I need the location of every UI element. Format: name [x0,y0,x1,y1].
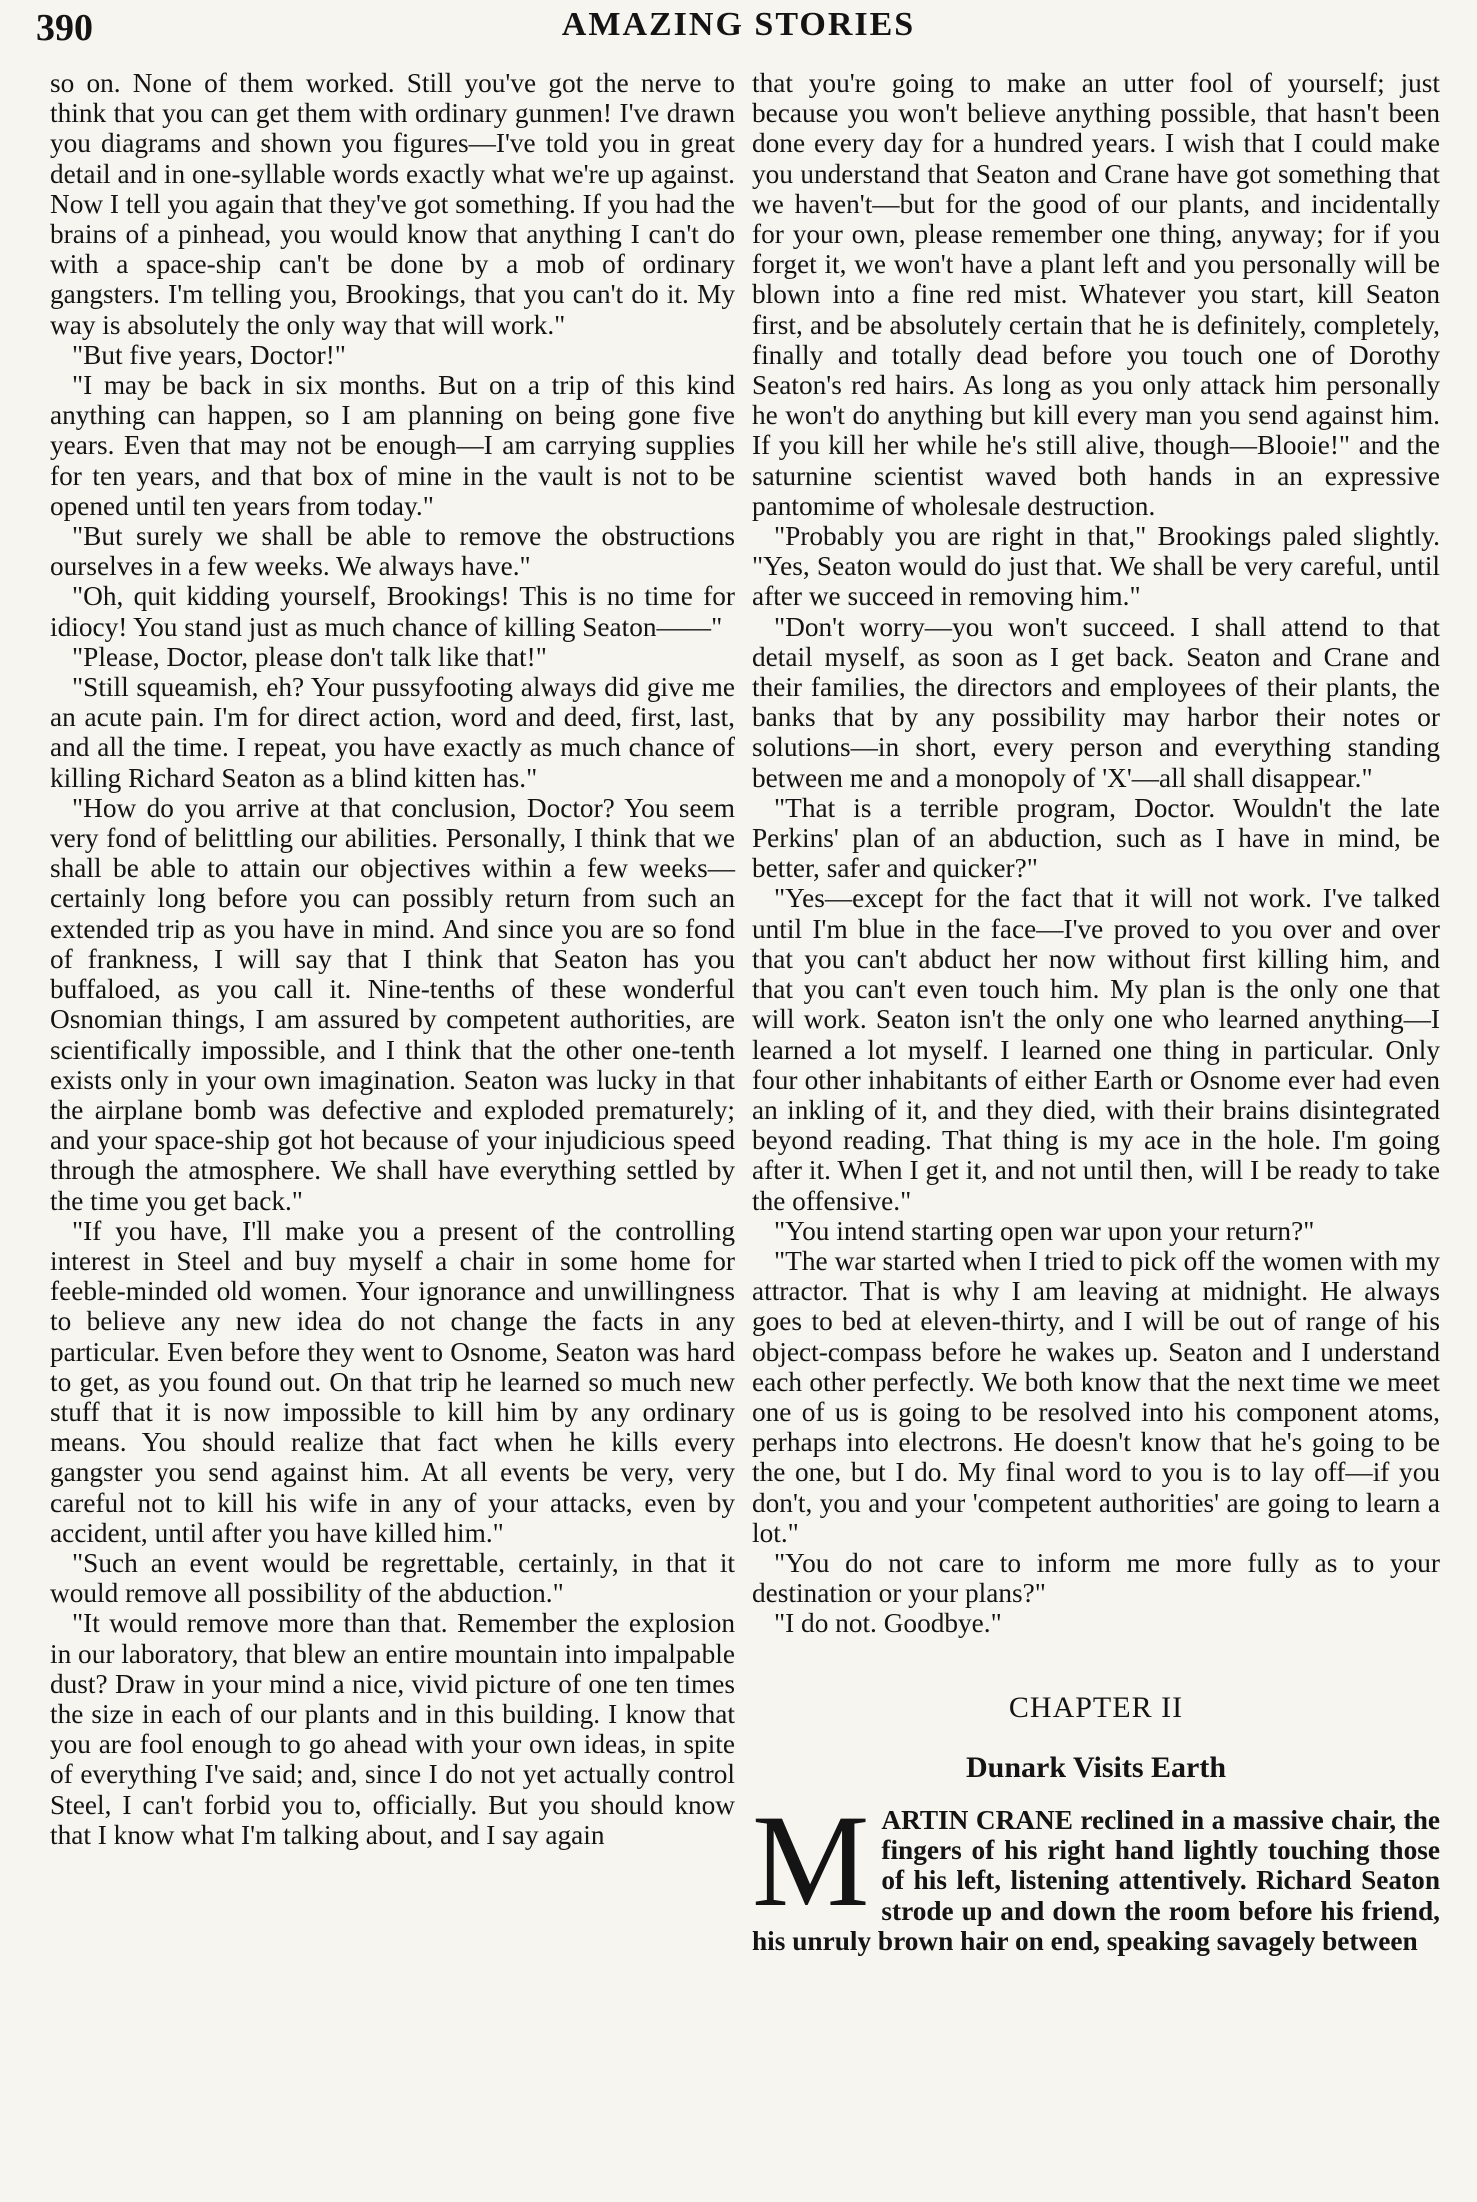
paragraph: "But surely we shall be able to remove the obstructions ourselves in a few weeks. We always have." [50,521,735,582]
paragraph: "The war started when I tried to pick off the women with my attractor. That is why I am leaving at midnight. He always goes to bed at eleven-thirty, and I will be out of range of his object-compass before he wakes up. Seaton and I understand each other perfectly. We both know that the next time we meet one of us is going to be resolved into his component atoms, perhaps into electrons. He doesn't know that he's going to be the one, but I do. My final word to you is to lay off—if you don't, you and your 'competent authorities' are going to learn a lot." [752,1245,1440,1548]
page-header [36,6,1441,62]
chapter-title: Dunark Visits Earth [965,1750,1227,1784]
paragraph: "But five years, Doctor!" [72,339,346,370]
drop-cap: M [752,1786,870,1934]
paragraph: "Oh, quit kidding yourself, Brookings! This is no time for idiocy! You stand just as much chance of killing Seaton——" [50,581,735,642]
chapter-heading: CHAPTER II [1008,1690,1184,1724]
paragraph: "That is a terrible program, Doctor. Wouldn't the late Perkins' plan of an abduction, such as I have in mind, be better, safer and quicker?" [752,792,1440,884]
paragraph: "You intend starting open war upon your return?" [774,1215,1315,1246]
page-number: 390 [36,7,93,49]
paragraph: "If you have, I'll make you a present of the controlling interest in Steel and buy myself a chair in some home for feeble-minded old women. Your ignorance and unwillingness to believe any new idea do not change the facts in any particular. Even before they went to Osnome, Seaton was hard to get, as you found out. On that trip he learned so much new stuff that it is now impossible to kill him by any ordinary means. You should realize that fact when he kills every gangster you send against him. At all events be very, very careful not to kill his wife in any of your attacks, even by accident, until after you have killed him." [50,1215,735,1548]
right-column [752,68,1440,1956]
paragraph: "Still squeamish, eh? Your pussyfooting always did give me an acute pain. I'm for direct action, word and deed, first, last, and all the time. I repeat, you have exactly as much chance of killing Richard Seaton as a blind kitten has." [50,672,735,793]
paragraph: "Yes—except for the fact that it will not work. I've talked until I'm blue in the face—I've proved to you over and over that you can't abduct her now without first killing him, and that you can't even touch him. My plan is the only one that will work. Seaton isn't the only one who learned anything—I learned a lot myself. I learned one thing in particular. Only four other inhabitants of either Earth or Osnome ever had even an inkling of it, and they died, with their brains disintegrated beyond reading. That thing is my ace in the hole. I'm going after it. When I get it, and not until then, will I be ready to take the offensive." [752,883,1440,1216]
paragraph: "How do you arrive at that conclusion, Doctor? You seem very fond of belittling our abilities. Personally, I think that we shall be able to attain our objectives within a few weeks—certainly long before you can possibly return from such an extended trip as you have in mind. And since you are so fond of frankness, I will say that I think that Seaton has you buffaloed, as you call it. Nine-tenths of these wonderful Osnomian things, I am assured by competent authorities, are scientifically impossible, and I think that the other one-tenth exists only in your own imagination. Seaton was lucky in that the airplane bomb was defective and exploded prematurely; and your space-ship got hot because of your injudicious speed through the atmosphere. We shall have everything settled by the time you get back." [50,792,735,1216]
opening-text: ARTIN CRANE reclined in a massive chair, the fingers of his right hand lightly touching those of his left, listening attentively. Richard Seaton strode up and down the room before his friend, his unruly brown hair on end, speaking savagely between [752,1804,1440,1956]
paragraph: so on. None of them worked. Still you've got the nerve to think that you can get them with ordinary gunmen! I've drawn you diagrams and shown you figures—I've told you in great detail and in one-syllable words exactly what we're up against. Now I tell you again that they've got something. If you had the brains of a pinhead, you would know that anything I can't do with a space-ship can't be done by a mob of ordinary gangsters. I'm telling you, Brookings, that you can't do it. My way is absolutely the only way that will work." [50,68,735,340]
paragraph: "I do not. Goodbye." [774,1608,1002,1639]
paragraph: "Please, Doctor, please don't talk like that!" [72,641,547,672]
paragraph: "Such an event would be regrettable, certainly, in that it would remove all possibility of the abduction." [50,1547,735,1609]
left-column [50,68,735,1850]
paragraph: "Don't worry—you won't succeed. I shall attend to that detail myself, as soon as I get back. Seaton and Crane and their families, the directors and employees of their plants, the banks that by any possibility may harbor their notes or solutions—in short, every person and everything standing between me and a monopoly of 'X'—all shall disappear." [752,611,1440,793]
chapter-opening-paragraph [752,1786,1440,1956]
paragraph: that you're going to make an utter fool of yourself; just because you won't believe anything possible, that hasn't been done every day for a hundred years. I wish that I could make you understand that Seaton and Crane have got something that we haven't—but for the good of our plants, and incidentally for your own, please remember one thing, anyway; for if you forget it, we won't have a plant left and you personally will be blown into a fine red mist. Whatever you start, kill Seaton first, and be absolutely certain that he is definitely, completely, finally and totally dead before you touch one of Dorothy Seaton's red hairs. As long as you only attack him personally he won't do anything but kill every man you send against him. If you kill her while he's still alive, though—Blooie!" and the saturnine scientist waved both hands in an expressive pantomime of wholesale destruction. [752,68,1440,521]
magazine-title: AMAZING STORIES [561,6,916,43]
paragraph: "I may be back in six months. But on a trip of this kind anything can happen, so I am planning on being gone five years. Even that may not be enough—I am carrying supplies for ten years, and that box of mine in the vault is not to be opened until ten years from today." [50,370,735,521]
paragraph: "Probably you are right in that," Brookings paled slightly. "Yes, Seaton would do just that. We shall be very careful, until after we succeed in removing him." [752,521,1440,612]
paragraph: "You do not care to inform me more fully as to your destination or your plans?" [752,1547,1440,1609]
paragraph: "It would remove more than that. Remember the explosion in our laboratory, that blew an entire mountain into impalpable dust? Draw in your mind a nice, vivid picture of one ten times the size in each of our plants and in this building. I know that you are fool enough to go ahead with your own ideas, in spite of everything I've said; and, since I do not yet actually control Steel, I can't forbid you to, officially. But you should know that I know what I'm talking about, and I say again [50,1608,736,1850]
